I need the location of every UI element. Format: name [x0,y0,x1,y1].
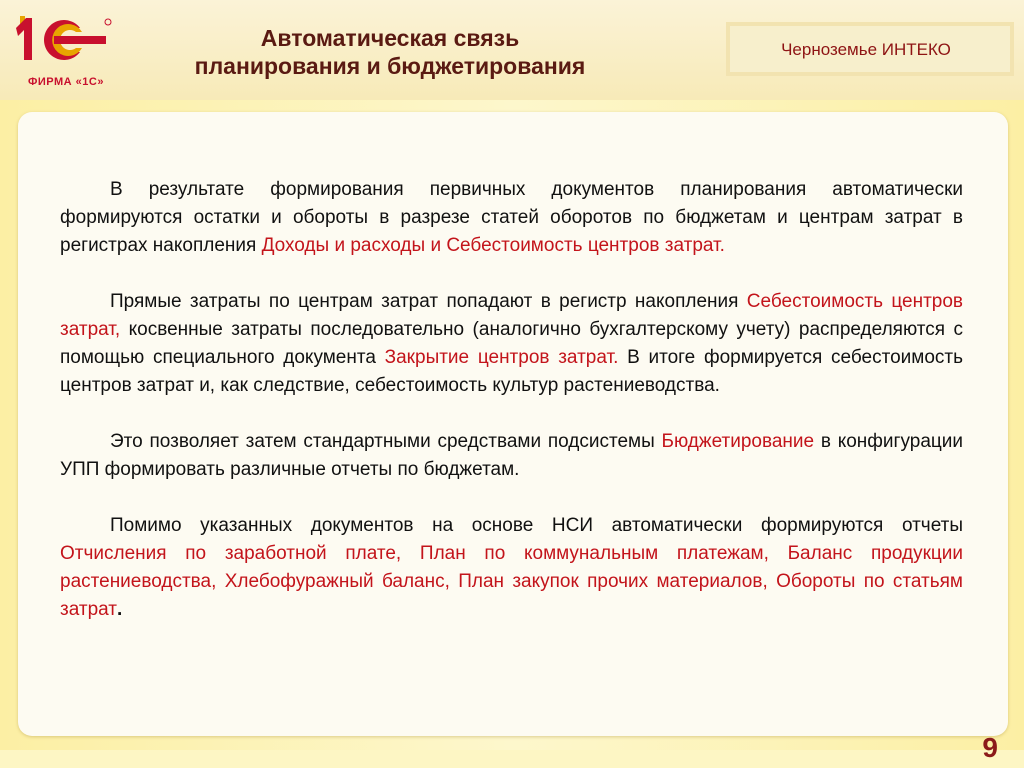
page-title [150,24,630,80]
p3-text-2: в конфигурации УПП формировать различные отчеты по бюджетам. [60,431,963,480]
company-logo [10,14,120,88]
p2-text-3: В итоге формируется себестоимость центров затрат и, как следствие, себестоимость культур растениеводства. [60,347,963,396]
page-number: 9 [982,732,998,763]
logo-1c-icon [10,14,120,66]
p2-text-2: косвенные затраты последовательно (аналогично бухгалтерскому учету) распределяются с помощью специального документа [60,319,963,368]
paragraph-4 [60,512,963,624]
title-line-2: планирования и бюджетирования [194,53,586,79]
logo-caption: ФИРМА «1С» [28,76,104,88]
slide-header [0,0,1024,100]
paragraph-2 [60,288,963,400]
p4-highlight-1: Отчисления по заработной плате, План по коммунальным платежам, Баланс продукции растениеводства, Хлебофуражный баланс, План закупок прочих материалов, Обороты по статьям затрат [60,543,963,620]
p2-text-1: Прямые затраты по центрам затрат попадают в регистр накопления [110,291,747,312]
company-name: Черноземье ИНТЕКО [781,40,951,59]
p2-highlight-2: Закрытие центров затрат. [384,347,619,368]
p3-text-1: Это позволяет затем стандартными средствами подсистемы [110,431,662,452]
title-line-1: Автоматическая связь [260,25,520,51]
p2-highlight-1: Себестоимость центров затрат, [60,291,964,340]
paragraph-1 [60,176,963,260]
p1-text: В результате формирования первичных документов планирования автоматически формируются остатки и обороты в разрезе статей оборотов по бюджетам и центрам затрат в регистрах накопления [60,179,963,256]
paragraph-3 [60,428,963,484]
slide-body [60,176,963,652]
company-badge-inner [730,26,1010,72]
p1-highlight: Доходы и расходы и Себестоимость центров затрат. [261,235,725,256]
p3-highlight-1: Бюджетирование [661,431,815,452]
company-badge [726,22,1014,76]
p4-text-1: Помимо указанных документов на основе НСИ автоматически формируются отчеты [110,515,963,536]
p4-text-2: . [116,599,123,620]
